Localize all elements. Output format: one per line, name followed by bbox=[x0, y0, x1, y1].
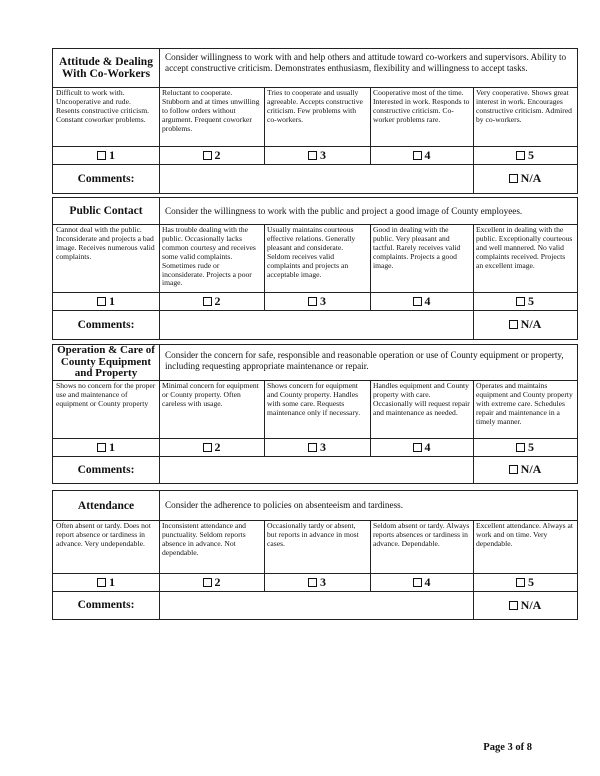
rating-option-3[interactable] bbox=[264, 438, 370, 456]
section-title: Attendance bbox=[77, 499, 135, 512]
section-consider-text: Consider the adherence to policies on absenteeism and tardiness. bbox=[165, 500, 404, 510]
rating-label: 4 bbox=[424, 147, 431, 162]
section-title: Public Contact bbox=[69, 205, 143, 217]
rating-label: 1 bbox=[109, 147, 115, 162]
rating-option-3[interactable] bbox=[264, 146, 370, 164]
section-attitude bbox=[52, 48, 578, 194]
rating-description-3: Usually maintains courteous effective relations. Generally pleasant and considerate. Seldom receives valid complaints and projects an acceptable image. bbox=[267, 225, 356, 279]
rating-label: 5 bbox=[528, 439, 534, 454]
rating-label: 4 bbox=[424, 574, 431, 589]
na-option[interactable] bbox=[473, 591, 577, 619]
rating-option-1[interactable] bbox=[53, 292, 159, 310]
checkbox-icon[interactable] bbox=[97, 297, 106, 306]
rating-option-5[interactable] bbox=[473, 573, 577, 591]
rating-description-3: Tries to cooperate and usually agreeable. Accepts constructive criticism. Few problems with co-workers. bbox=[267, 88, 363, 124]
checkbox-icon[interactable] bbox=[203, 297, 212, 306]
section-attendance bbox=[52, 490, 578, 620]
comments-row bbox=[53, 591, 577, 619]
rating-description-4: Good in dealing with the public. Very pleasant and tactful. Rarely receives valid complaints. Projects a good image. bbox=[373, 225, 461, 270]
comments-label: Comments: bbox=[77, 463, 135, 476]
descriptions-row bbox=[53, 380, 577, 438]
na-label: N/A bbox=[520, 462, 542, 476]
rating-label: 4 bbox=[424, 439, 431, 454]
rating-label: 2 bbox=[214, 439, 221, 454]
section-header bbox=[53, 491, 577, 520]
comments-label: Comments: bbox=[77, 599, 135, 611]
ratings-row bbox=[53, 292, 577, 310]
comments-row bbox=[53, 456, 577, 483]
rating-description-5: Very cooperative. Shows great interest in work. Encourages constructive criticism. Admired by co-workers. bbox=[476, 88, 572, 124]
rating-description-2: Inconsistent attendance and punctuality. Seldom reports absence in advance. Not dependable. bbox=[162, 521, 246, 557]
descriptions-row bbox=[53, 87, 577, 146]
checkbox-icon[interactable] bbox=[97, 151, 106, 160]
rating-option-5[interactable] bbox=[473, 438, 577, 456]
descriptions-row bbox=[53, 224, 577, 292]
rating-description-5: Operates and maintains equipment and County property with extreme care. Schedules repair and maintenance in a timely manner. bbox=[476, 381, 573, 426]
checkbox-icon[interactable] bbox=[203, 151, 212, 160]
section-header bbox=[53, 49, 577, 87]
checkbox-icon[interactable] bbox=[509, 601, 518, 610]
rating-option-1[interactable] bbox=[53, 573, 159, 591]
rating-option-5[interactable] bbox=[473, 292, 577, 310]
rating-label: 5 bbox=[528, 147, 534, 162]
checkbox-icon[interactable] bbox=[509, 174, 518, 183]
rating-description-2: Has trouble dealing with the public. Occasionally lacks common courtesy and receives some valid complaints. Sometimes rude or inconsiderate. Projects a poor image. bbox=[162, 225, 256, 288]
checkbox-icon[interactable] bbox=[308, 443, 317, 452]
rating-label: 5 bbox=[528, 574, 534, 589]
rating-label: 4 bbox=[424, 293, 431, 308]
section-consider-text: Consider the concern for safe, responsible and reasonable operation or use of County equipment or property, including requesting appropriate maintenance or repair. bbox=[165, 350, 564, 371]
checkbox-icon[interactable] bbox=[413, 443, 422, 452]
checkbox-icon[interactable] bbox=[516, 443, 525, 452]
section-header bbox=[53, 345, 577, 380]
rating-label: 3 bbox=[320, 439, 326, 454]
section-header bbox=[53, 198, 577, 224]
rating-description-5: Excellent attendance. Always at work and on time. Very dependable. bbox=[476, 521, 573, 548]
rating-label: 2 bbox=[214, 574, 221, 589]
rating-description-4: Seldom absent or tardy. Always reports absences or tardiness in advance. Dependable. bbox=[373, 521, 470, 548]
rating-option-4[interactable] bbox=[370, 146, 473, 164]
checkbox-icon[interactable] bbox=[308, 578, 317, 587]
ratings-row bbox=[53, 438, 577, 456]
checkbox-icon[interactable] bbox=[413, 297, 422, 306]
checkbox-icon[interactable] bbox=[308, 151, 317, 160]
na-option[interactable] bbox=[473, 456, 577, 483]
checkbox-icon[interactable] bbox=[509, 320, 518, 329]
rating-description-4: Cooperative most of the time. Interested in work. Responds to constructive criticism. Co-worker problems rare. bbox=[373, 88, 470, 124]
comments-field[interactable] bbox=[159, 310, 473, 339]
descriptions-row bbox=[53, 520, 577, 573]
rating-description-2: Minimal concern for equipment or County property. Often careless with usage. bbox=[162, 381, 259, 408]
checkbox-icon[interactable] bbox=[413, 578, 422, 587]
ratings-row bbox=[53, 146, 577, 164]
na-option[interactable] bbox=[473, 310, 577, 339]
rating-description-4: Handles equipment and County property with care. Occasionally will request repair and maintenance as needed. bbox=[373, 381, 470, 417]
rating-description-1: Often absent or tardy. Does not report absence or tardiness in advance. Very undependable. bbox=[56, 521, 151, 548]
comments-field[interactable] bbox=[159, 456, 473, 483]
checkbox-icon[interactable] bbox=[413, 151, 422, 160]
rating-option-2[interactable] bbox=[159, 146, 264, 164]
na-label: N/A bbox=[520, 171, 542, 185]
rating-option-2[interactable] bbox=[159, 292, 264, 310]
section-consider-text: Consider the willingness to work with the public and project a good image of County employees. bbox=[165, 206, 523, 216]
rating-description-3: Occasionally tardy or absent, but reports in advance in most cases. bbox=[267, 521, 359, 548]
checkbox-icon[interactable] bbox=[203, 443, 212, 452]
ratings-row bbox=[53, 573, 577, 591]
rating-option-2[interactable] bbox=[159, 438, 264, 456]
comments-row bbox=[53, 164, 577, 193]
rating-label: 1 bbox=[109, 439, 115, 454]
checkbox-icon[interactable] bbox=[516, 151, 525, 160]
rating-option-3[interactable] bbox=[264, 573, 370, 591]
comments-label: Comments: bbox=[77, 318, 135, 331]
page-number: Page 3 of 8 bbox=[483, 742, 532, 753]
na-label: N/A bbox=[520, 597, 542, 612]
rating-option-4[interactable] bbox=[370, 573, 473, 591]
rating-description-1: Cannot deal with the public. Inconsiderate and projects a bad image. Receives numerous valid complaints. bbox=[56, 225, 155, 261]
checkbox-icon[interactable] bbox=[516, 578, 525, 587]
rating-option-1[interactable] bbox=[53, 438, 159, 456]
comments-label: Comments: bbox=[77, 172, 135, 185]
rating-label: 3 bbox=[320, 293, 326, 308]
rating-option-3[interactable] bbox=[264, 292, 370, 310]
na-label: N/A bbox=[520, 317, 542, 331]
rating-description-1: Difficult to work with. Uncooperative and rude. Resents constructive criticism. Constant coworker problems. bbox=[56, 88, 150, 124]
checkbox-icon[interactable] bbox=[97, 578, 106, 587]
section-consider-text: Consider willingness to work with and help others and attitude toward co-workers and supervisors. Ability to accept constructive criticism. Demonstrates enthusiasm, flexibility and willingness to accept tasks. bbox=[165, 52, 567, 73]
comments-row bbox=[53, 310, 577, 339]
rating-option-1[interactable] bbox=[53, 146, 159, 164]
checkbox-icon[interactable] bbox=[509, 465, 518, 474]
rating-label: 1 bbox=[109, 293, 115, 308]
rating-description-3: Shows concern for equipment and County property. Handles with some care. Requests maintenance only if necessary. bbox=[267, 381, 361, 417]
na-option[interactable] bbox=[473, 164, 577, 193]
rating-option-2[interactable] bbox=[159, 573, 264, 591]
rating-label: 5 bbox=[528, 293, 534, 308]
rating-label: 3 bbox=[320, 574, 326, 589]
comments-field[interactable] bbox=[159, 164, 473, 193]
checkbox-icon[interactable] bbox=[308, 297, 317, 306]
rating-description-2: Reluctant to cooperate. Stubborn and at times unwilling to follow orders without argument. Frequent coworker problems. bbox=[162, 88, 260, 133]
rating-label: 1 bbox=[109, 574, 115, 589]
section-equipment-care bbox=[52, 344, 578, 484]
checkbox-icon[interactable] bbox=[516, 297, 525, 306]
rating-option-4[interactable] bbox=[370, 292, 473, 310]
section-title: Attitude & Dealing With Co-Workers bbox=[59, 56, 153, 80]
rating-option-4[interactable] bbox=[370, 438, 473, 456]
checkbox-icon[interactable] bbox=[97, 443, 106, 452]
checkbox-icon[interactable] bbox=[203, 578, 212, 587]
rating-label: 2 bbox=[214, 293, 221, 308]
rating-description-1: Shows no concern for the proper use and maintenance of equipment or County property bbox=[56, 381, 156, 408]
section-public-contact bbox=[52, 197, 578, 340]
rating-label: 3 bbox=[320, 147, 326, 162]
comments-field[interactable] bbox=[159, 591, 473, 619]
rating-label: 2 bbox=[214, 147, 221, 162]
rating-description-5: Excellent in dealing with the public. Exceptionally courteous and well mannered. No valid complaints received. Projects an excellent image. bbox=[476, 225, 573, 270]
section-title: Operation & Care of County Equipment and Property bbox=[57, 345, 155, 380]
rating-option-5[interactable] bbox=[473, 146, 577, 164]
